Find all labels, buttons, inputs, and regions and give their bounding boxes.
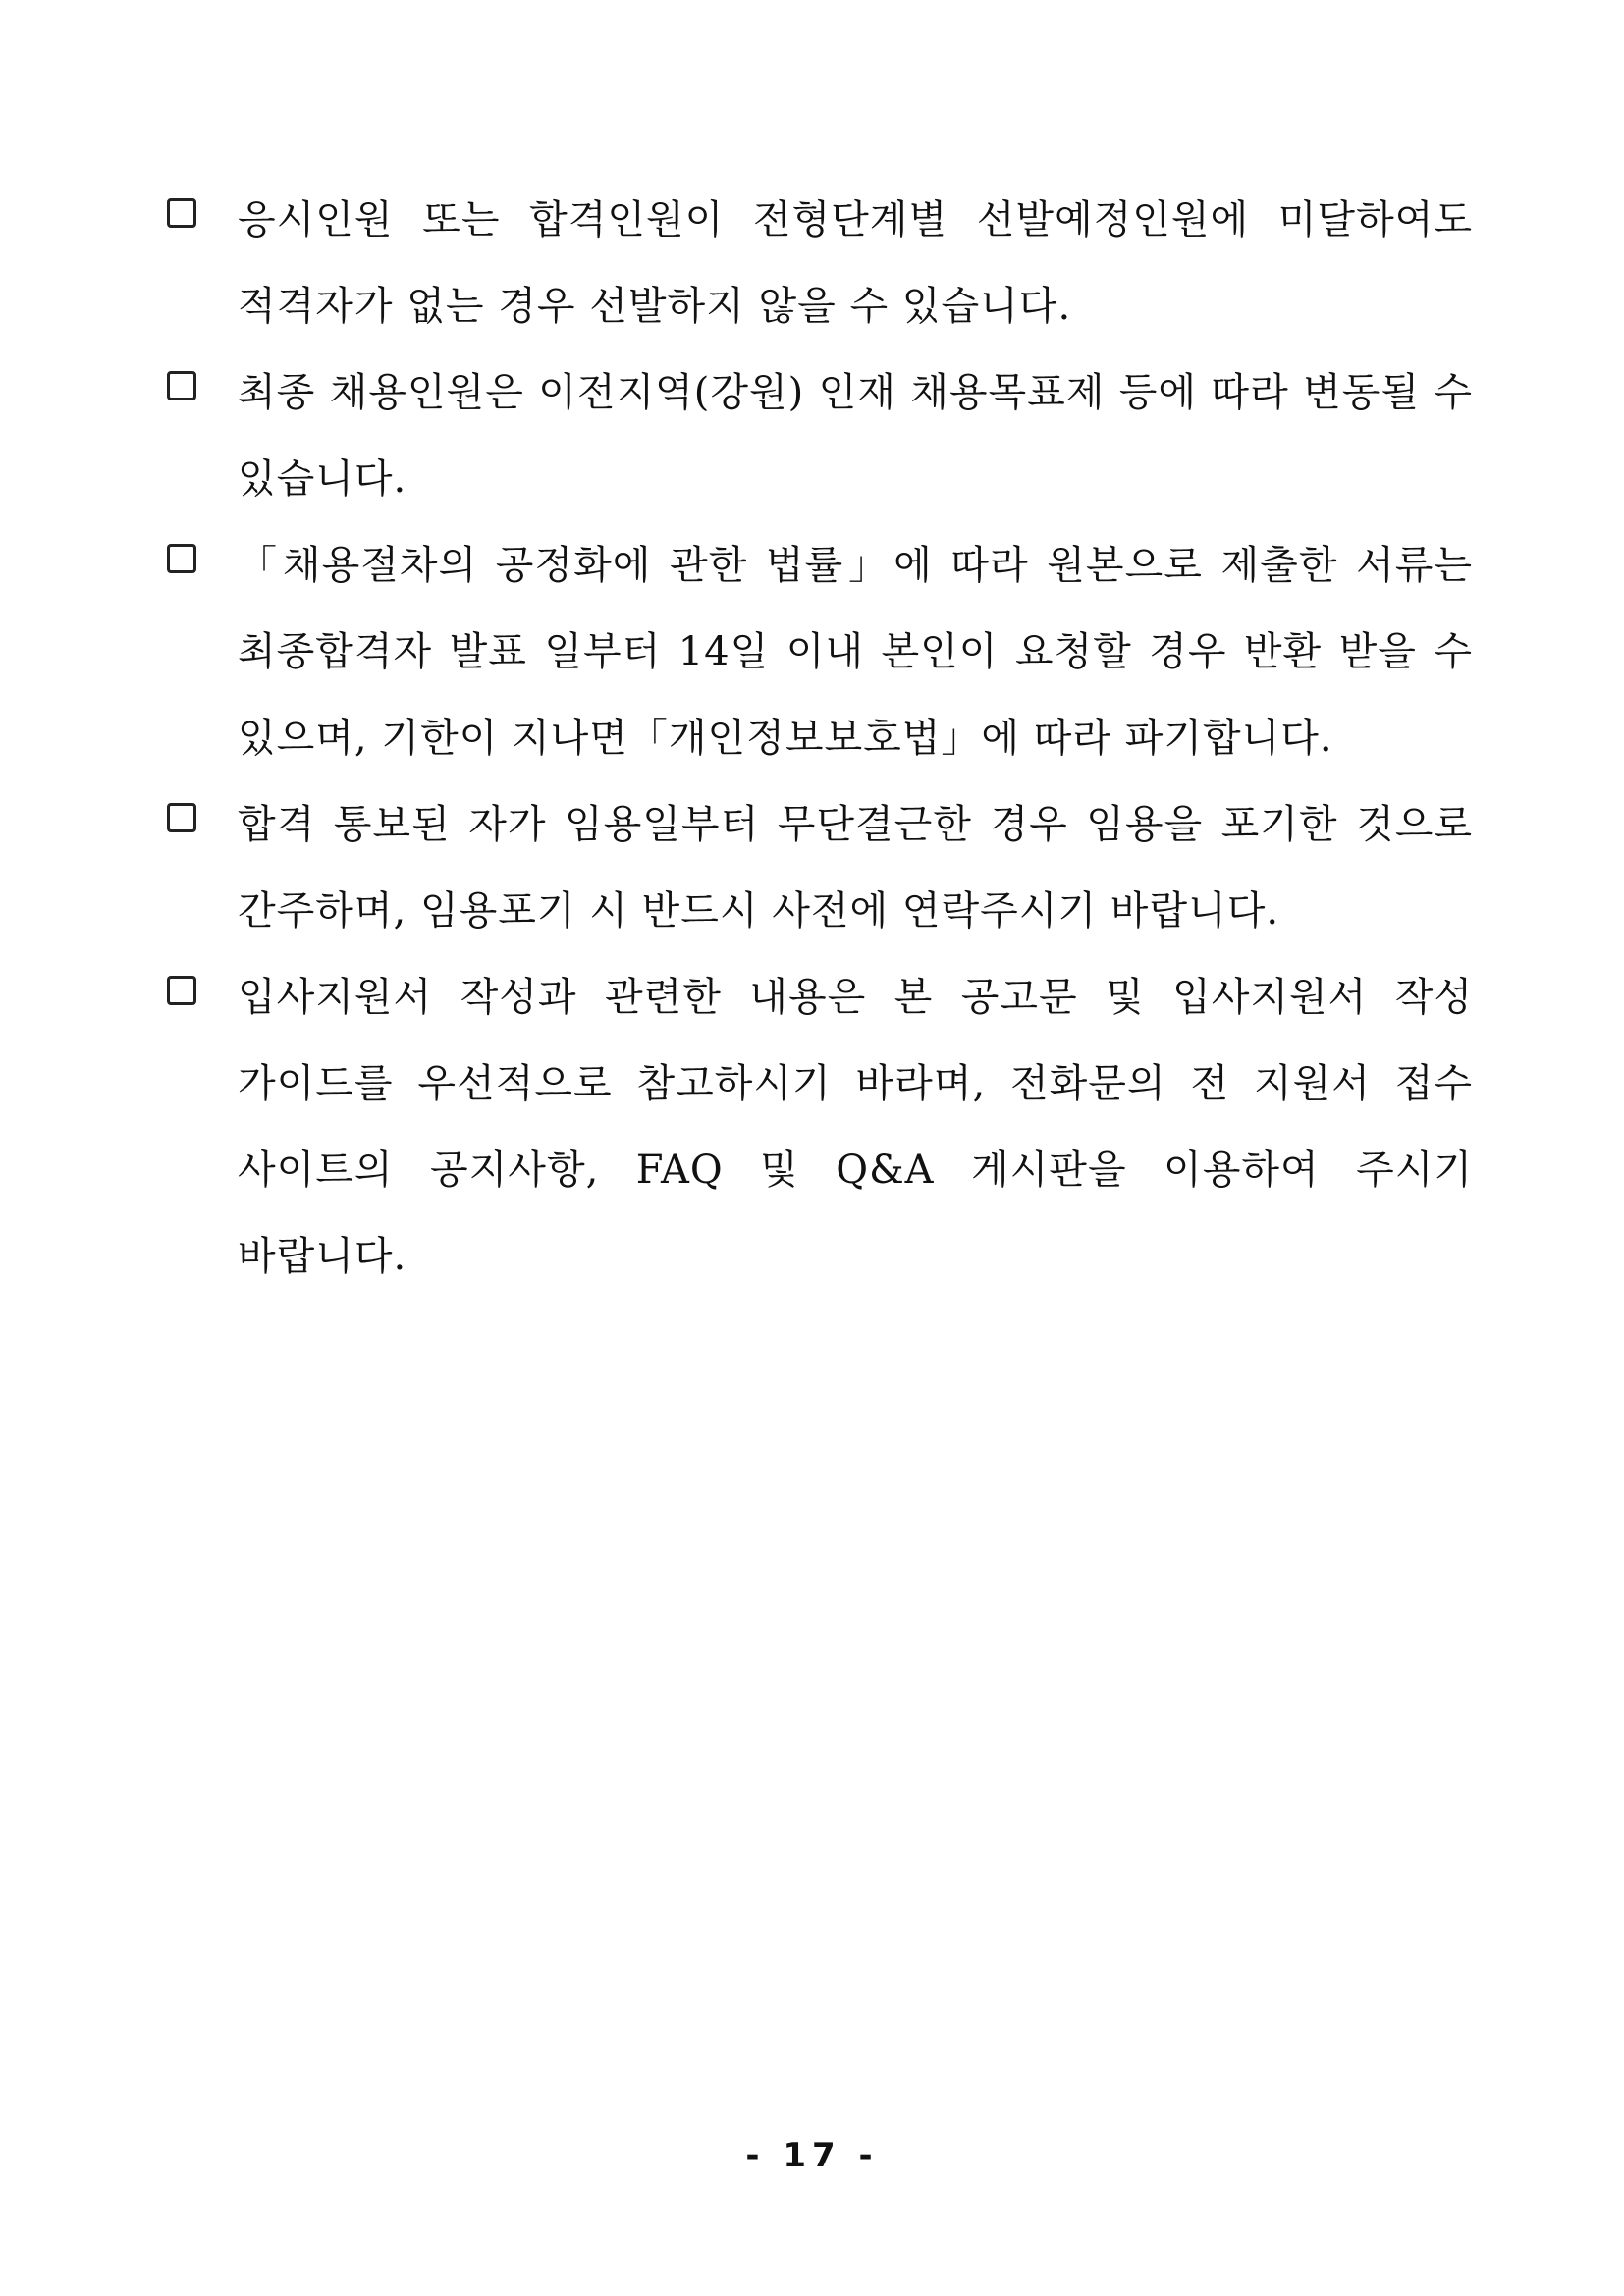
notice-text: 입사지원서 작성과 관련한 내용은 본 공고문 및 입사지원서 작성 가이드를 우선적으로 참고하시기 바라며, 전화문의 전 지원서 접수 사이트의 공지사항, FAQ 및 Q&A 게시판을 이용하여 주시기 바랍니다. xyxy=(238,975,1473,1279)
notice-item xyxy=(167,781,1473,954)
notice-text: 「채용절차의 공정화에 관한 법률」에 따라 원본으로 제출한 서류는 최종합격자 발표 일부터 14일 이내 본인이 요청할 경우 반환 받을 수 있으며, 기한이 지나면「개인정보보호법」에 따라 파기합니다. xyxy=(238,543,1473,761)
checkbox-icon xyxy=(167,371,196,400)
notice-list xyxy=(167,177,1473,1300)
notice-text: 응시인원 또는 합격인원이 전형단계별 선발예정인원에 미달하여도 적격자가 없는 경우 선발하지 않을 수 있습니다. xyxy=(238,197,1473,329)
checkbox-icon xyxy=(167,198,196,228)
notice-item xyxy=(167,522,1473,781)
notice-item xyxy=(167,177,1473,349)
checkbox-icon xyxy=(167,803,196,832)
notice-text: 최종 채용인원은 이전지역(강원) 인재 채용목표제 등에 따라 변동될 수 있습니다. xyxy=(238,370,1473,502)
notice-item xyxy=(167,349,1473,522)
notice-item xyxy=(167,954,1473,1300)
page-number: - 17 - xyxy=(745,2136,879,2175)
notice-text: 합격 통보된 자가 임용일부터 무단결근한 경우 임용을 포기한 것으로 간주하며, 임용포기 시 반드시 사전에 연락주시기 바랍니다. xyxy=(238,802,1473,934)
checkbox-icon xyxy=(167,544,196,573)
checkbox-icon xyxy=(167,976,196,1005)
